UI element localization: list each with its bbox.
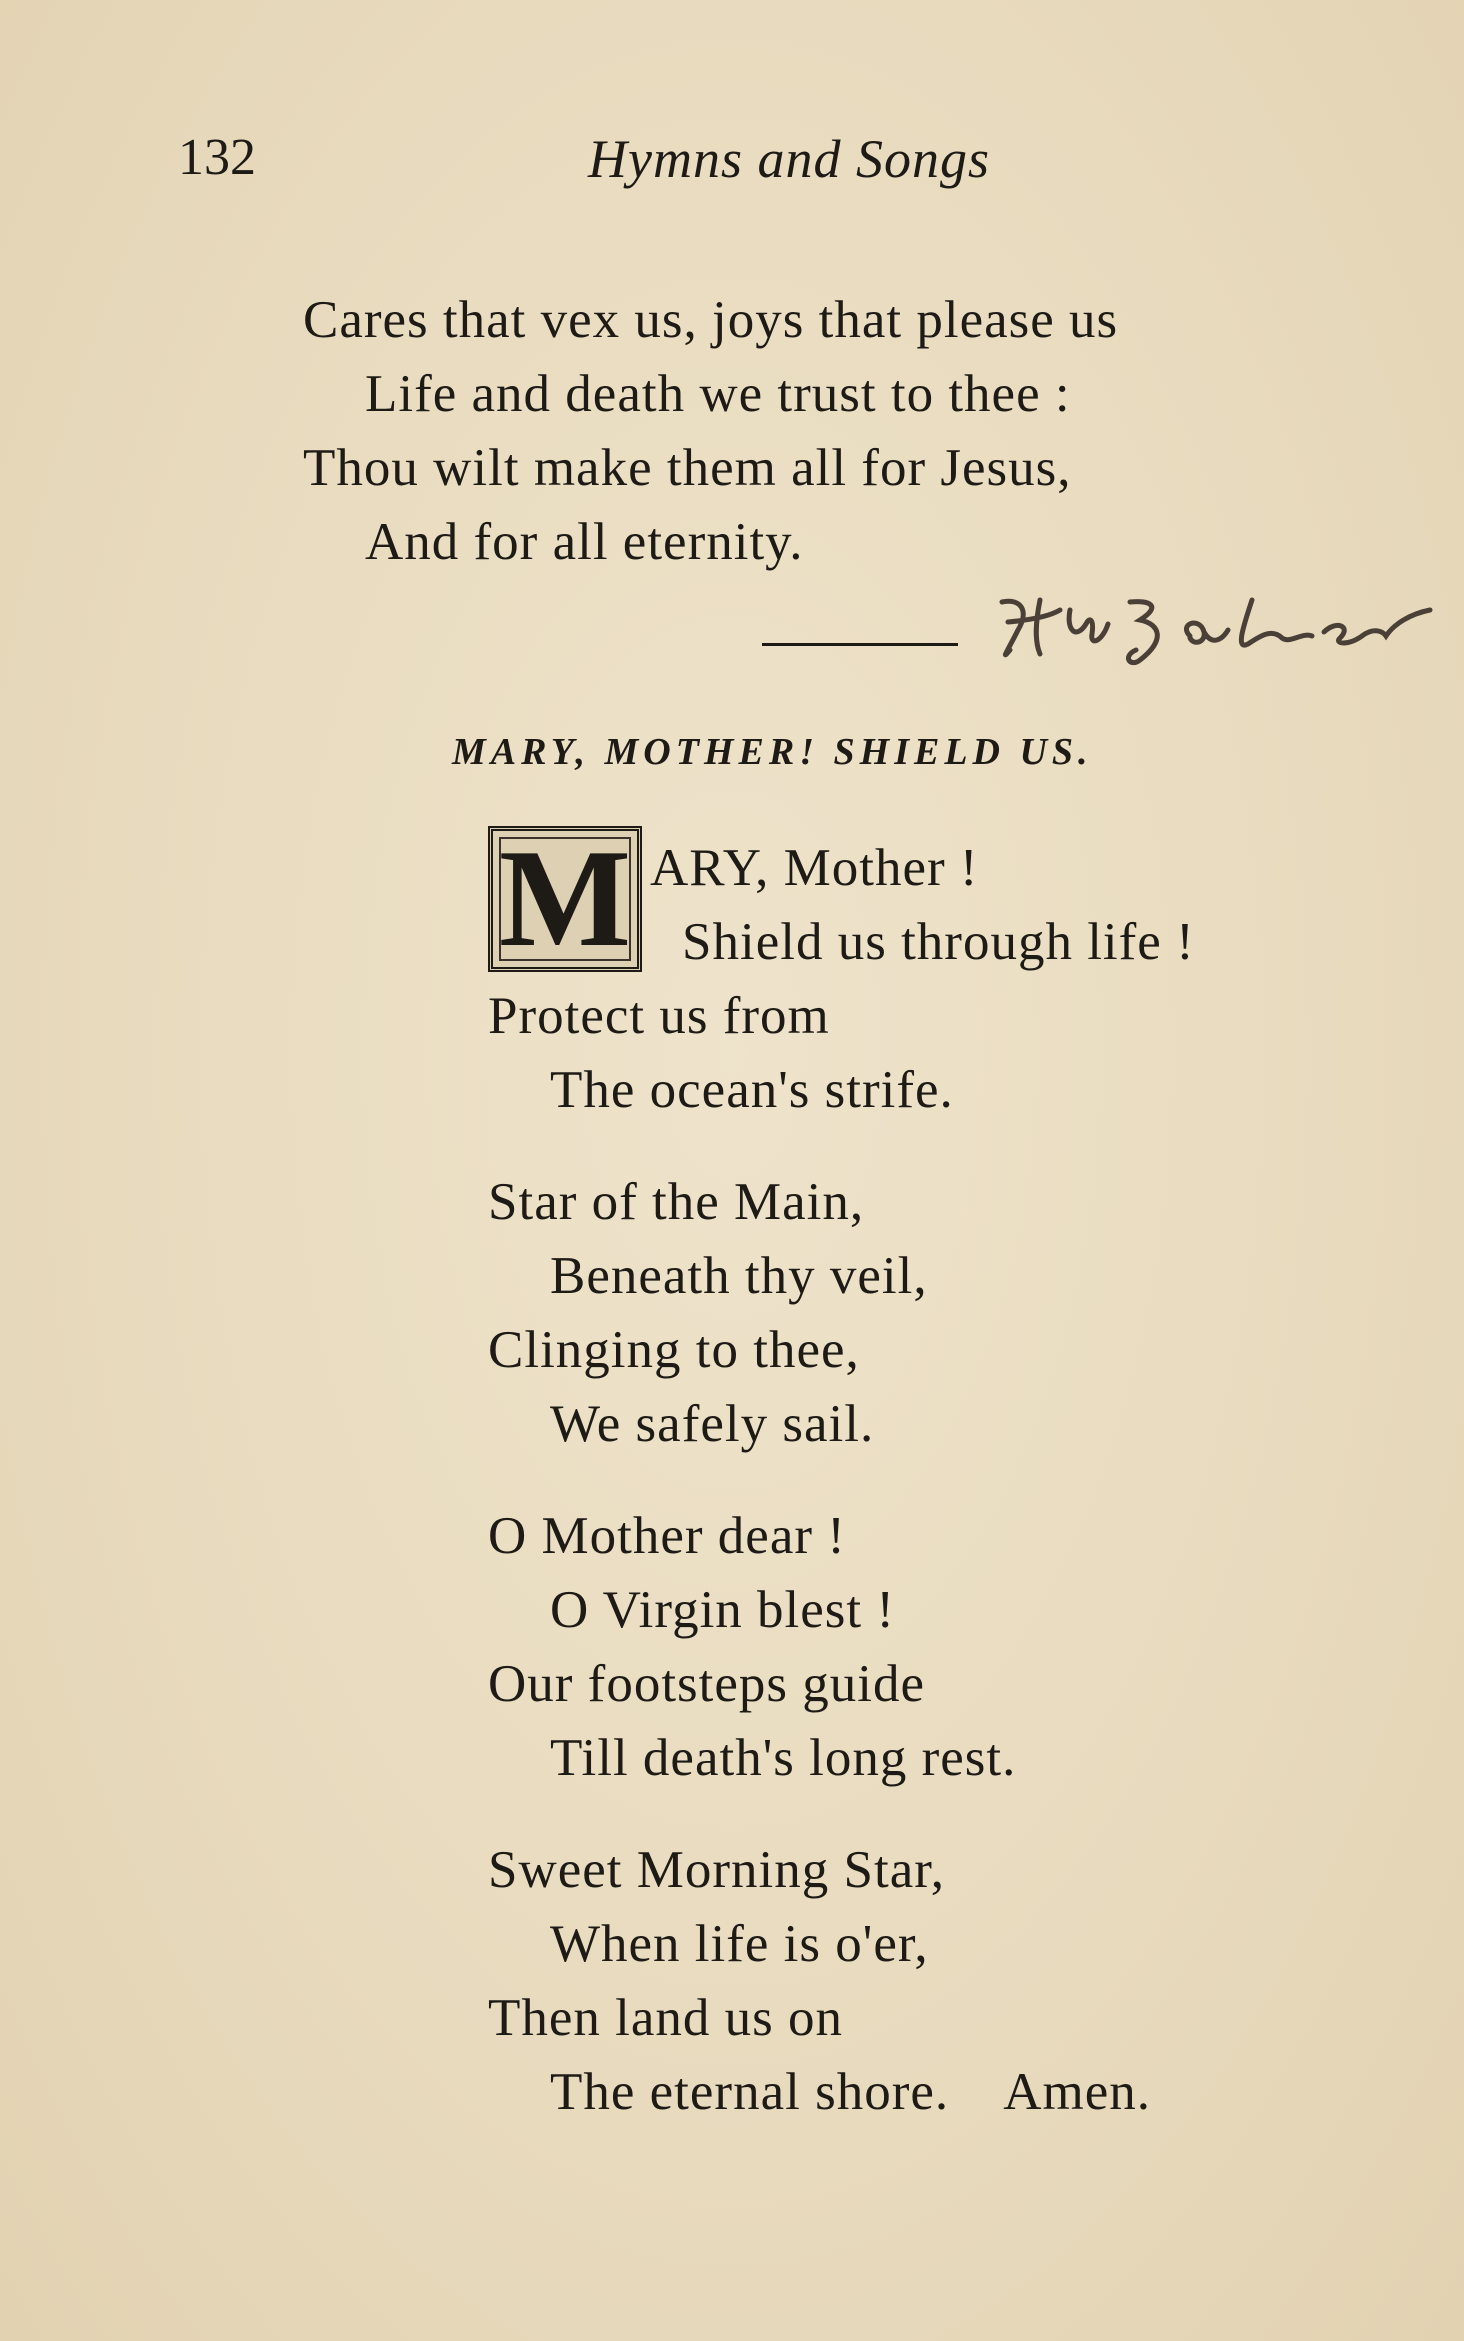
poem-line: And for all eternity. bbox=[365, 513, 804, 571]
poem-line: Clinging to thee, bbox=[488, 1321, 860, 1379]
handwritten-signature bbox=[990, 580, 1450, 670]
poem-line: Thou wilt make them all for Jesus, bbox=[303, 439, 1072, 497]
poem-line: Shield us through life ! bbox=[682, 913, 1195, 971]
poem-line: O Virgin blest ! bbox=[550, 1581, 896, 1639]
running-title: Hymns and Songs bbox=[588, 129, 990, 189]
poem-line: Cares that vex us, joys that please us bbox=[303, 291, 1119, 349]
poem-line: When life is o'er, bbox=[550, 1915, 929, 1973]
divider-rule bbox=[762, 643, 958, 646]
poem-line: The ocean's strife. bbox=[550, 1061, 954, 1119]
poem-line: Protect us from bbox=[488, 987, 830, 1045]
poem-line: Sweet Morning Star, bbox=[488, 1841, 946, 1899]
poem-line: We safely sail. bbox=[550, 1395, 875, 1453]
poem-line: The eternal shore. Amen. bbox=[550, 2063, 1151, 2121]
poem-line: Then land us on bbox=[488, 1989, 844, 2047]
poem-line: Life and death we trust to thee : bbox=[365, 365, 1071, 423]
page-number: 132 bbox=[178, 129, 256, 186]
drop-cap-letter: M bbox=[498, 826, 632, 972]
poem-line: Star of the Main, bbox=[488, 1173, 865, 1231]
drop-cap bbox=[488, 826, 642, 972]
hymn-title: MARY, MOTHER! SHIELD US. bbox=[452, 731, 1093, 773]
page-header bbox=[0, 128, 1464, 198]
poem-line: Till death's long rest. bbox=[550, 1729, 1017, 1787]
poem-line: ARY, Mother ! bbox=[650, 839, 979, 897]
poem-line: Beneath thy veil, bbox=[550, 1247, 928, 1305]
poem-line: Our footsteps guide bbox=[488, 1655, 926, 1713]
poem-line: O Mother dear ! bbox=[488, 1507, 846, 1565]
